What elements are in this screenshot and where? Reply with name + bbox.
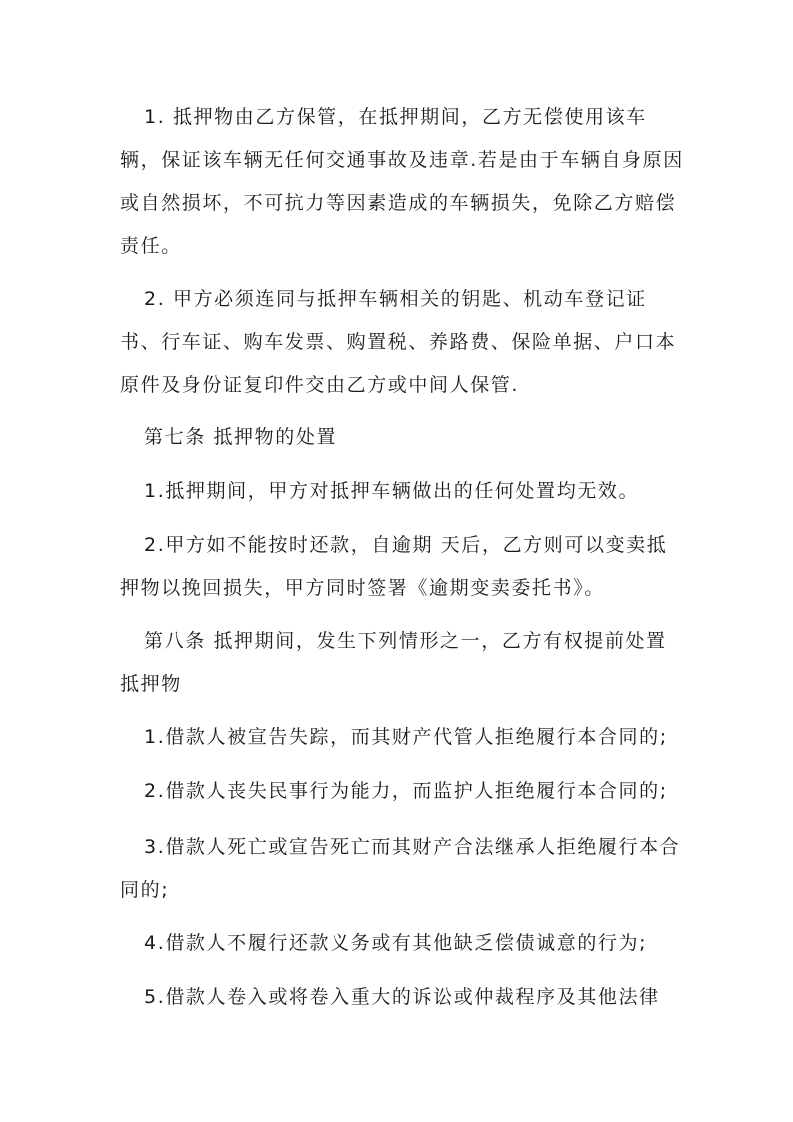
article-heading: 第八条 抵押期间，发生下列情形之一，乙方有权提前处置抵押物 [120,630,667,695]
clause-paragraph: 1.抵押期间，甲方对抵押车辆做出的任何处置均无效。 [144,480,640,502]
clause-paragraph: 4.借款人不履行还款义务或有其他缺乏偿债诚意的行为; [144,932,648,954]
article-heading: 第七条 抵押物的处置 [144,426,338,448]
clause-paragraph: 3.借款人死亡或宣告死亡而其财产合法继承人拒绝履行本合同的; [120,836,681,901]
clause-paragraph: 1. 抵押物由乙方保管，在抵押期间，乙方无偿使用该车辆，保证该车辆无任何交通事故及违章.若是由于车辆自身原因或自然损坏，不可抗力等因素造成的车辆损失，免除乙方赔偿责任。 [120,106,684,257]
clause-paragraph: 5.借款人卷入或将卷入重大的诉讼或仲裁程序及其他法律 [144,986,660,1008]
clause-paragraph: 2.甲方如不能按时还款，自逾期 天后，乙方则可以变卖抵押物以挽回损失，甲方同时签署《逾期变卖委托书》。 [120,534,668,599]
clause-paragraph: 2.借款人丧失民事行为能力，而监护人拒绝履行本合同的; [144,780,668,802]
clause-paragraph: 2. 甲方必须连同与抵押车辆相关的钥匙、机动车登记证书、行车证、购车发票、购置税、养路费、保险单据、户口本原件及身份证复印件交由乙方或中间人保管. [120,288,677,396]
clause-paragraph: 1.借款人被宣告失踪，而其财产代管人拒绝履行本合同的; [144,726,668,748]
